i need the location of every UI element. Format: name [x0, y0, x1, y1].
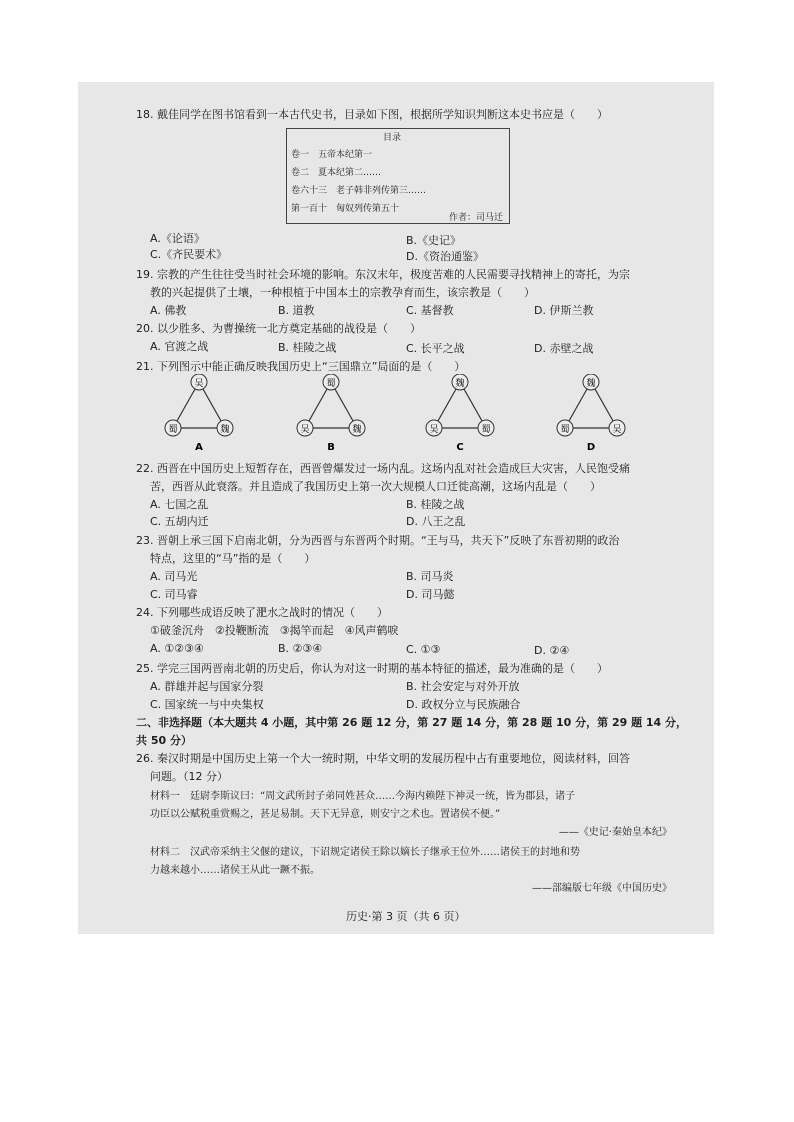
- page-footer: 历史·第 3 页（共 6 页）: [346, 910, 466, 923]
- q26-material1-line: 材料一 廷尉李斯议曰：“周文武所封子弟同姓甚众……今海内赖陛下神灵一统，皆为郡县，诸子: [150, 791, 576, 802]
- exam-paper-photo: [78, 82, 714, 934]
- q25-option-b[interactable]: B. 社会安定与对外开放: [406, 680, 520, 693]
- q18-stem: 18. 戴佳同学在图书馆看到一本古代史书，目录如下图，根据所学知识判断这本史书应是（ ）: [136, 108, 608, 121]
- q18-option-c[interactable]: C.《齐民要术》: [150, 248, 228, 261]
- q19-option-d[interactable]: D. 伊斯兰教: [534, 304, 594, 317]
- q26-material2-line: 力越来越小……诸侯王从此一蹶不振。: [150, 865, 320, 876]
- q22-option-d[interactable]: D. 八王之乱: [406, 515, 466, 528]
- diagram-b-left: 吴: [300, 425, 310, 435]
- diagram-c-right: 蜀: [481, 425, 491, 435]
- q22-option-a[interactable]: A. 七国之乱: [150, 498, 209, 511]
- q20-option-a[interactable]: A. 官渡之战: [150, 340, 209, 353]
- q24-option-d[interactable]: D. ②④: [534, 644, 570, 657]
- q24-items: ①破釜沉舟 ②投鞭断流 ③揭竿而起 ④风声鹤唳: [150, 624, 399, 637]
- q23-stem-line: 23. 晋朝上承三国下启南北朝，分为西晋与东晋两个时期。“王与马，共天下”反映了东晋初期的政治: [136, 534, 620, 547]
- q22-option-b[interactable]: B. 桂陵之战: [406, 498, 465, 511]
- q20-stem: 20. 以少胜多、为曹操统一北方奠定基础的战役是（ ）: [136, 322, 421, 335]
- q24-option-c[interactable]: C. ①③: [406, 643, 441, 656]
- toc-author: 作者：司马迁: [448, 213, 503, 223]
- q26-material2-source: ——部编版七年级《中国历史》: [532, 883, 672, 894]
- q19-stem-line: 19. 宗教的产生往往受当时社会环境的影响。东汉末年，极度苦难的人民需要寻找精神上的寄托，为宗: [136, 268, 630, 281]
- diagram-d-top: 魏: [586, 379, 596, 389]
- diagram-d-letter: D: [586, 442, 596, 453]
- q26-stem-line: 26. 秦汉时期是中国历史上第一个大一统时期，中华文明的发展历程中占有重要地位，阅读材料，回答: [136, 752, 630, 765]
- section2-heading-cont: 共 50 分）: [136, 734, 192, 747]
- toc-line: 卷二 夏本纪第二……: [291, 168, 382, 178]
- q24-option-a[interactable]: A. ①②③④: [150, 642, 204, 655]
- diagram-b[interactable]: [297, 374, 365, 453]
- q25-option-c[interactable]: C. 国家统一与中央集权: [150, 698, 264, 711]
- toc-title: 目录: [383, 133, 402, 143]
- q19-option-b[interactable]: B. 道教: [278, 304, 315, 317]
- q23-stem-line: 特点，这里的“马”指的是（ ）: [150, 552, 316, 565]
- toc-box: [286, 128, 510, 224]
- toc-line: 卷一 五帝本纪第一: [291, 150, 373, 160]
- diagram-d-left: 蜀: [560, 425, 570, 435]
- diagram-a[interactable]: [165, 374, 233, 453]
- q25-option-d[interactable]: D. 政权分立与民族融合: [406, 698, 521, 711]
- q23-option-d[interactable]: D. 司马懿: [406, 588, 455, 601]
- q19-option-c[interactable]: C. 基督教: [406, 304, 454, 317]
- diagram-b-top: 蜀: [326, 379, 336, 389]
- q20-option-d[interactable]: D. 赤壁之战: [534, 342, 594, 355]
- diagram-d[interactable]: [557, 374, 625, 453]
- q20-option-b[interactable]: B. 桂陵之战: [278, 341, 337, 354]
- diagram-a-left: 蜀: [168, 425, 178, 435]
- diagram-a-letter: A: [195, 442, 203, 453]
- diagram-a-top: 吴: [194, 379, 204, 389]
- q23-option-b[interactable]: B. 司马炎: [406, 570, 454, 583]
- exam-page: [78, 82, 714, 934]
- diagram-c-top: 魏: [455, 379, 465, 389]
- q18-option-a[interactable]: A.《论语》: [150, 232, 205, 245]
- q21-stem: 21. 下列图示中能正确反映我国历史上“三国鼎立”局面的是（ ）: [136, 360, 466, 373]
- three-kingdoms-diagrams: [78, 374, 714, 456]
- diagram-b-right: 魏: [352, 425, 362, 435]
- q22-option-c[interactable]: C. 五胡内迁: [150, 515, 209, 528]
- section2-heading: 二、非选择题（本大题共 4 小题，其中第 26 题 12 分，第 27 题 14 分，第 28 题 10 分，第 29 题 14 分，: [136, 716, 688, 729]
- q19-option-a[interactable]: A. 佛教: [150, 304, 187, 317]
- diagram-a-right: 魏: [220, 425, 230, 435]
- toc-line: 卷六十三 老子韩非列传第三……: [291, 186, 427, 196]
- q26-material1-source: ——《史记·秦始皇本纪》: [558, 827, 672, 838]
- q23-option-c[interactable]: C. 司马睿: [150, 588, 198, 601]
- q18-option-b[interactable]: B.《史记》: [406, 234, 462, 247]
- q26-material1-line: 功臣以公赋税重赏赐之，甚足易制。天下无异意，则安宁之术也。置诸侯不便。”: [150, 809, 501, 820]
- toc-line: 第一百十 匈奴列传第五十: [291, 204, 400, 214]
- q25-stem: 25. 学完三国两晋南北朝的历史后，你认为对这一时期的基本特征的描述，最为准确的是（ ）: [136, 662, 608, 675]
- q24-option-b[interactable]: B. ②③④: [278, 642, 323, 655]
- q22-stem-line: 苦，西晋从此衰落。并且造成了我国历史上第一次大规模人口迁徙高潮，这场内乱是（ ）: [150, 480, 601, 493]
- diagram-c[interactable]: [426, 374, 494, 453]
- q25-option-a[interactable]: A. 群雄并起与国家分裂: [150, 680, 264, 693]
- diagram-c-left: 吴: [429, 425, 439, 435]
- q26-stem-line: 问题。（12 分）: [150, 770, 228, 783]
- q24-stem: 24. 下列哪些成语反映了淝水之战时的情况（ ）: [136, 606, 388, 619]
- q20-option-c[interactable]: C. 长平之战: [406, 342, 465, 355]
- q23-option-a[interactable]: A. 司马光: [150, 570, 198, 583]
- diagram-c-letter: C: [456, 442, 464, 453]
- q22-stem-line: 22. 西晋在中国历史上短暂存在，西晋曾爆发过一场内乱。这场内乱对社会造成巨大灾害，人民饱受痛: [136, 462, 630, 475]
- diagram-d-right: 吴: [612, 425, 622, 435]
- q26-material2-line: 材料二 汉武帝采纳主父偃的建议，下诏规定诸侯王除以嫡长子继承王位外……诸侯王的封地和势: [150, 847, 580, 858]
- diagram-b-letter: B: [327, 442, 335, 453]
- q18-option-d[interactable]: D.《资治通鉴》: [406, 250, 484, 263]
- q19-stem-line: 教的兴起提供了土壤，一种根植于中国本土的宗教孕育而生，该宗教是（ ）: [150, 286, 535, 299]
